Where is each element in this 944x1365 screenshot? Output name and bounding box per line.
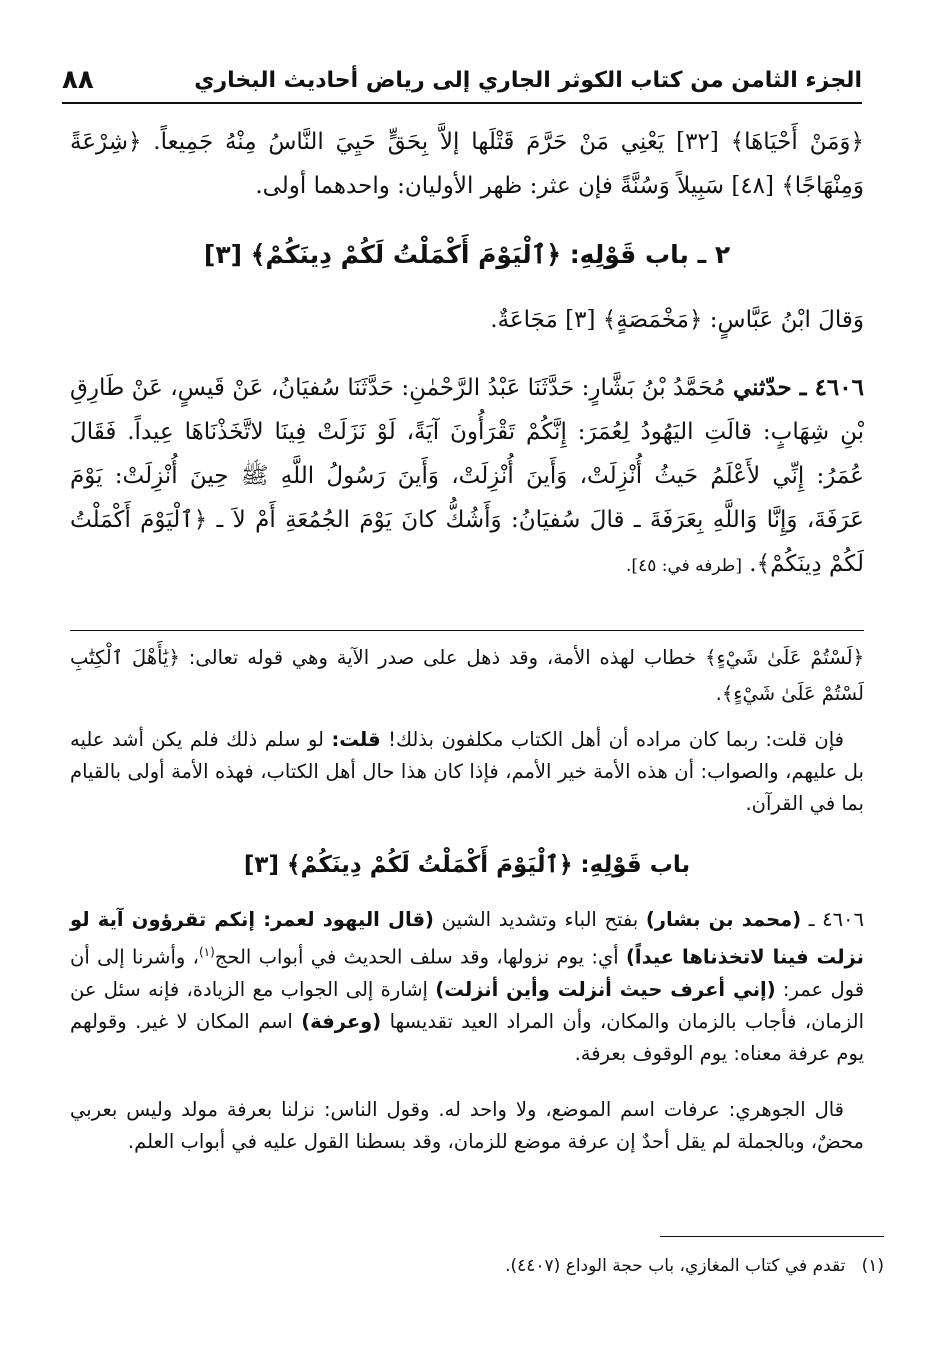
commentary-divider (70, 630, 864, 631)
para2-qult: قلت: (331, 728, 381, 751)
chapter-heading: ٢ ـ باب قَوْلِهِ: ﴿ٱلْيَوْمَ أَكْمَلْتُ لَكُمْ دِينَكُمْ﴾ [٣] (203, 240, 731, 269)
para2-answer: لو سلم ذلك فلم يكن أشد عليه بل عليهم، والصواب: أن هذه الأمة خير الأمم، فإذا كان هذا حال أهل الكتاب، فهذه الأمة أولى بالقيام بما في القرآن. (70, 728, 864, 815)
hadith-number: ٤٦٠٦ ـ حدّثني (732, 374, 864, 401)
p3-quote-1: (قال اليهود لعمر: إنكم تقرؤون آية لو نزلت فينا لاتخذناها عيداً) (70, 908, 864, 969)
commentary-heading: باب قَوْلِهِ: ﴿ٱلْيَوْمَ أَكْمَلْتُ لَكُمْ دِينَكُمْ﴾ [٣] (243, 852, 691, 878)
footnote (70, 1250, 884, 1282)
commentary-para-1: ﴿لَسْتُمْ عَلَىٰ شَيْءٍ﴾ خطاب لهذه الأمة، وقد ذهل على صدر الآية وهي قوله تعالى: ﴿يَٰأَهْلَ ٱلْكِتَٰبِ لَسْتُمْ عَلَىٰ شَيْءٍ﴾. (70, 646, 864, 705)
hadith-taraf: [طرفه في: ٤٥]. (626, 556, 742, 576)
page-number: ٨٨ (62, 65, 94, 95)
p3-number: ٤٦٠٦ ـ (808, 908, 865, 931)
para2-question: فإن قلت: ربما كان مراده أن أهل الكتاب مكلفون بذلك! (388, 728, 844, 751)
hadith-block (70, 366, 864, 588)
footnote-block (70, 1250, 884, 1282)
p3-arafa: (وعرفة) (301, 1009, 382, 1033)
footnote-text: تقدم في كتاب المغازي، باب حجة الوداع (٤٤٠٧). (505, 1256, 846, 1276)
p3-continue: ، وأشرنا إلى أن قول عمر: (70, 945, 865, 1001)
p3-explanation: أي: يوم نزولها، وقد سلف الحديث في أبواب الحج (214, 945, 619, 969)
top-text-block (70, 120, 864, 208)
commentary-heading-block (70, 852, 864, 878)
p3-note: بفتح الباء وتشديد الشين (441, 908, 639, 931)
ibn-abbas-text: وَقالَ ابْنُ عَبَّاسٍ: ﴿مَخْمَصَةٍ﴾ [٣] مَجَاعَةٌ. (490, 307, 864, 333)
commentary-para-2 (70, 724, 864, 820)
header-title: الجزء الثامن من كتاب الكوثر الجاري إلى رياض أحاديث البخاري (194, 67, 862, 93)
footnote-ref: (١) (198, 945, 215, 959)
chapter-heading-block (70, 240, 864, 269)
hadith-text (70, 366, 864, 588)
p3-quote-2: (إني أعرف حيث أنزلت وأين أنزلت) (435, 977, 776, 1001)
top-text: ﴿وَمَنْ أَحْيَاهَا﴾ [٣٢] يَعْنِي مَنْ حَرَّمَ قَتْلَها إلاَّ بِحَقٍّ حَيِيَ النَّاسُ مِنْهُ جَمِيعاً. ﴿شِرْعَةً وَمِنْهَاجًا﴾ [٤٨] سَبِيلاً وَسُنَّةً فإن عثر: ظهر الأوليان: واحدهما أولى. (70, 129, 864, 199)
footnote-divider (660, 1236, 884, 1237)
commentary-para-4: قال الجوهري: عرفات اسم الموضع، ولا واحد له. وقول الناس: نزلنا بعرفة مولد وليس بعربي محضٌ، وبالجملة لم يقل أحدٌ إن عرفة موضع للزمان، وقد بسطنا القول عليه في أبواب العلم. (70, 1098, 864, 1153)
p3-explanation-2: إشارة إلى الجواب مع الزيادة، فإنه سئل عن الزمان، فأجاب بالزمان والمكان، وأن المراد العيد تقديسها (70, 977, 865, 1033)
commentary-para-3-block (70, 904, 864, 1070)
footnote-marker: (١) (861, 1256, 884, 1276)
ibn-abbas-block (70, 298, 864, 342)
running-header (62, 58, 862, 104)
commentary-para-1-block (70, 640, 864, 712)
commentary-para-4-block (70, 1094, 864, 1158)
commentary-para-2-block (70, 724, 864, 820)
commentary-para-3 (70, 904, 864, 1070)
p3-end: اسم المكان لا غير. وقولهم يوم عرفة معناه: يوم الوقوف بعرفة. (70, 1009, 864, 1065)
hadith-body: مُحَمَّدُ بْنُ بَشَّارٍ: حَدَّثَنَا عَبْدُ الرَّحْمٰنِ: حَدَّثَنَا سُفيَانُ، عَنْ قَيسٍ، عَنْ طَارِقِ بْنِ شِهَابٍ: قالَتِ اليَهُودُ لِعُمَرَ: إِنَّكُمْ تَقْرَأُونَ آيَةً، لَوْ نَزَلَتْ فِينَا لاتَّخَذْنَاهَا عِيداً. فَقَالَ عُمَرُ: إِنِّي لأَعْلَمُ حَيثُ أُنْزِلَتْ، وَأَينَ أُنْزِلَتْ، وَأَينَ رَسُولُ اللَّهِ ﷺ حِينَ أُنْزِلَتْ: يَوْمَ عَرَفَةَ، وَإِنَّا وَاللَّهِ بِعَرَفَةَ ـ قالَ سُفيَانُ: وَأَشُكُّ كانَ يَوْمَ الجُمُعَةِ أَمْ لاَ ـ ﴿ٱلْيَوْمَ أَكْمَلْتُ لَكُمْ دِينَكُمْ﴾. (70, 375, 865, 577)
p3-narrator: (محمد بن بشار) (645, 908, 802, 931)
